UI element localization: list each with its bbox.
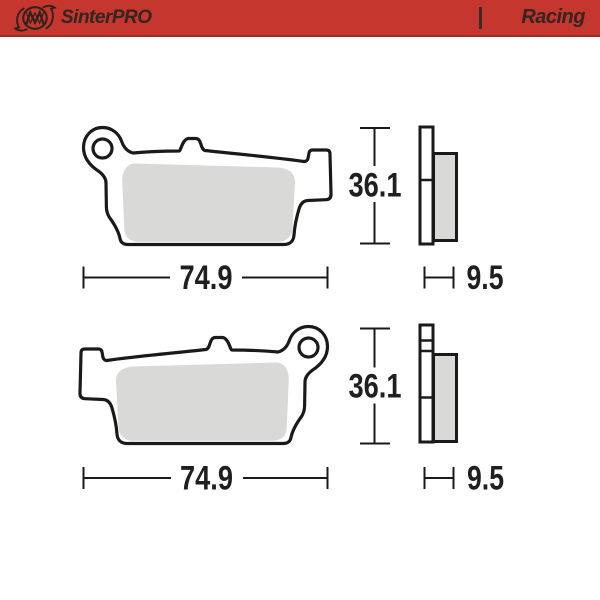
thickness-dimension-label-bottom: 9.5 [467,459,504,498]
brand-wordmark: SinterPRO [61,6,152,28]
top-row [84,127,504,297]
friction-material [434,154,457,241]
backing-plate [420,127,433,244]
backing-plate [420,325,433,442]
pad-front-view-bottom [80,327,328,444]
pad-side-view-bottom [419,325,457,442]
width-dimension-label-bottom: 74.9 [180,459,233,498]
bottom-row [80,325,504,498]
product-line-label: Racing [521,6,585,28]
pad-front-view-top [84,128,332,245]
height-dimension-label-top: 36.1 [348,166,402,205]
pad-side-view-top [419,127,457,244]
thickness-dimension-bottom [425,467,454,489]
thickness-dimension-top [425,267,454,289]
height-dimension-label-bottom: 36.1 [348,367,402,406]
width-dimension-label-top: 74.9 [179,259,233,297]
thickness-dimension-label-top: 9.5 [466,259,504,297]
friction-material [434,355,457,442]
